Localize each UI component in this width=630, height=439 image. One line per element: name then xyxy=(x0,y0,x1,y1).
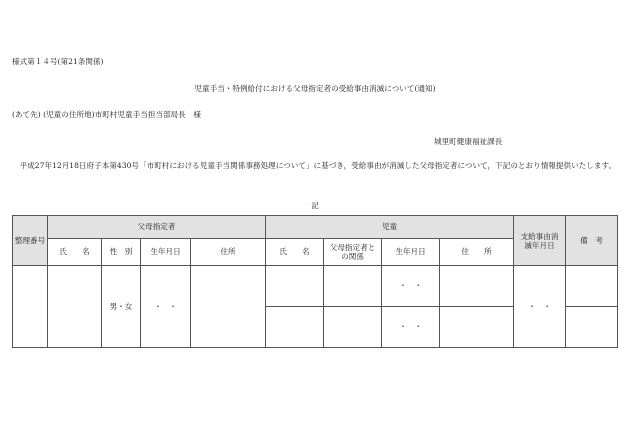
cell-parent-sex[interactable]: 男・女 xyxy=(102,266,141,348)
header-child-address: 住 所 xyxy=(440,239,514,266)
cell-seiri-bango[interactable] xyxy=(13,266,48,348)
header-parent-name: 氏 名 xyxy=(48,239,102,266)
cell-child-address[interactable] xyxy=(440,307,514,348)
header-seiri-bango: 整理番号 xyxy=(13,216,48,266)
cell-child-relation[interactable] xyxy=(324,307,382,348)
cell-child-name[interactable] xyxy=(266,307,324,348)
cell-parent-address[interactable] xyxy=(191,266,266,348)
body-text: 平成27年12月18日府子本第430号「市町村における児童手当関係事務処理について」に基づき，受給事由が消滅した父母指定者について，下記のとおり情報提供いたします。 xyxy=(19,161,617,170)
sender: 城里町健康福祉課長 xyxy=(434,137,503,146)
header-child-name: 氏 名 xyxy=(266,239,324,266)
form-number: 様式第１４号(第21条関係) xyxy=(12,57,104,66)
cell-remarks[interactable] xyxy=(566,307,618,348)
addressee: (あて先) (児童の住所地)市町村児童手当担当部局長 様 xyxy=(12,110,201,119)
header-parent-address: 住所 xyxy=(191,239,266,266)
cell-child-birth[interactable]: ・ ・ xyxy=(382,307,440,348)
cell-remarks[interactable] xyxy=(566,266,618,307)
cell-child-address[interactable] xyxy=(440,266,514,307)
ki-heading: 記 xyxy=(311,201,319,210)
cell-parent-birth[interactable]: ・ ・ xyxy=(141,266,191,348)
cell-parent-name[interactable] xyxy=(48,266,102,348)
header-remarks: 備 考 xyxy=(566,216,618,266)
report-table xyxy=(12,215,618,348)
header-child-group: 児童 xyxy=(266,216,514,239)
header-child-relation: 父母指定者との関係 xyxy=(324,239,382,266)
header-child-birth: 生年月日 xyxy=(382,239,440,266)
cell-child-relation[interactable] xyxy=(324,266,382,307)
header-parent-birth: 生年月日 xyxy=(141,239,191,266)
cell-end-date[interactable]: ・ ・ xyxy=(514,266,566,348)
cell-child-birth[interactable]: ・ ・ xyxy=(382,266,440,307)
header-parent-sex: 性 別 xyxy=(102,239,141,266)
header-end-date: 支給事由消滅年月日 xyxy=(514,216,566,266)
cell-child-name[interactable] xyxy=(266,266,324,307)
header-parent-group: 父母指定者 xyxy=(48,216,266,239)
document-title: 児童手当・特例給付における父母指定者の受給事由消滅について(通知) xyxy=(194,84,436,93)
